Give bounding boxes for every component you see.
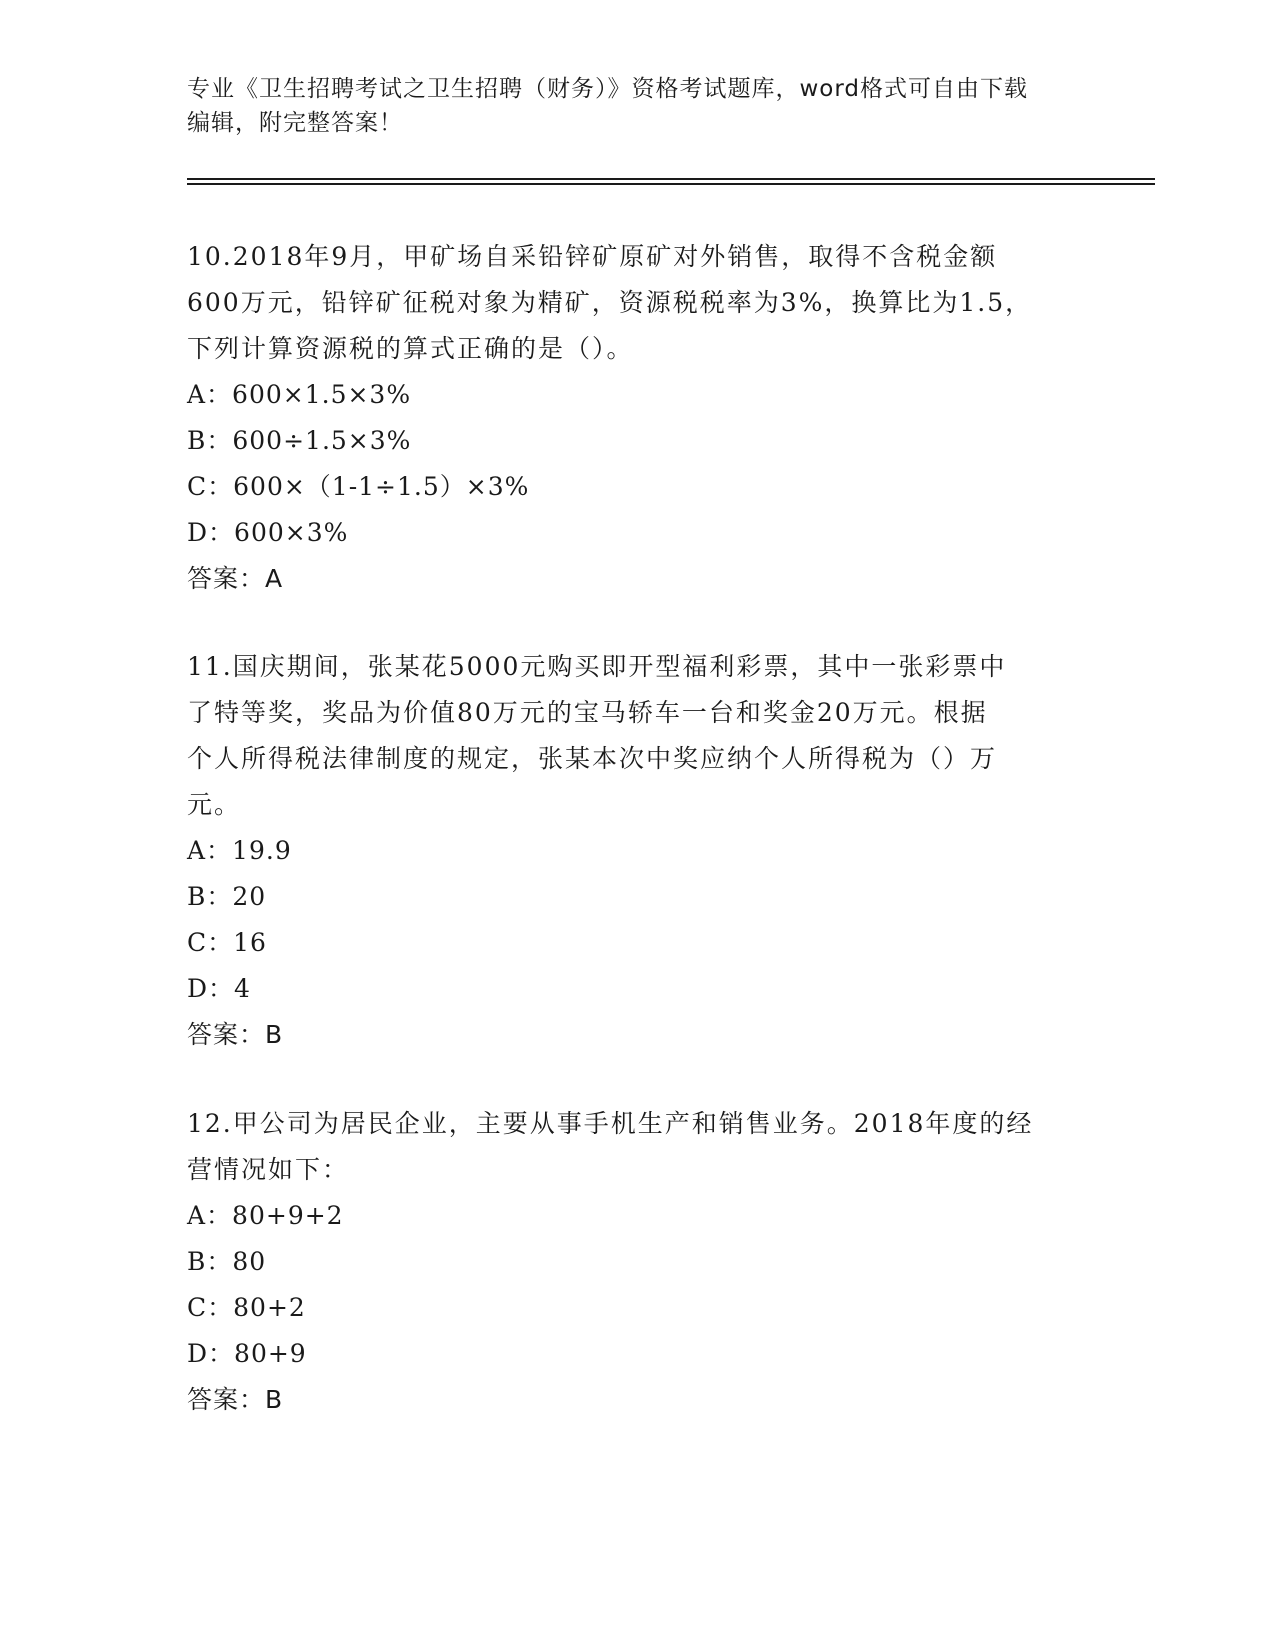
option-a: A：80+9+2 [187, 1201, 344, 1230]
option-a: A：600×1.5×3% [187, 380, 412, 409]
document-header [187, 72, 1067, 140]
header-rule-top [187, 178, 1155, 180]
answer-line: 答案：A [187, 564, 284, 593]
header-line-2: 编辑，附完整答案！ [187, 110, 403, 136]
answer-line: 答案：B [187, 1020, 284, 1049]
question-stem-line: 个人所得税法律制度的规定，张某本次中奖应纳个人所得税为（）万 [187, 744, 998, 773]
option-a: A：19.9 [187, 836, 292, 865]
question-10 [187, 234, 1087, 602]
option-c: C：600×（1-1÷1.5）×3% [187, 472, 530, 501]
question-stem-line: 10.2018年9月，甲矿场自采铅锌矿原矿对外销售，取得不含税金额 [187, 242, 998, 271]
question-stem-line: 11.国庆期间，张某花5000元购买即开型福利彩票，其中一张彩票中 [187, 652, 1007, 681]
option-b: B：600÷1.5×3% [187, 426, 412, 455]
option-d: D：4 [187, 974, 251, 1003]
question-12 [187, 1101, 1087, 1423]
option-b: B：20 [187, 882, 267, 911]
answer-line: 答案：B [187, 1385, 284, 1414]
question-stem-line: 下列计算资源税的算式正确的是（）。 [187, 334, 634, 363]
question-11 [187, 644, 1087, 1058]
header-rule-bottom [187, 183, 1155, 185]
question-stem-line: 元。 [187, 790, 242, 819]
option-b: B：80 [187, 1247, 267, 1276]
question-stem-line: 12.甲公司为居民企业，主要从事手机生产和销售业务。2018年度的经 [187, 1109, 1034, 1138]
question-stem-line: 了特等奖，奖品为价值80万元的宝马轿车一台和奖金20万元。根据 [187, 698, 988, 727]
option-c: C：80+2 [187, 1293, 306, 1322]
option-c: C：16 [187, 928, 267, 957]
header-line-1: 专业《卫生招聘考试之卫生招聘（财务）》资格考试题库，word格式可自由下载 [187, 76, 1029, 102]
question-stem-line: 营情况如下： [187, 1155, 350, 1184]
option-d: D：80+9 [187, 1339, 307, 1368]
option-d: D：600×3% [187, 518, 349, 547]
question-stem-line: 600万元，铅锌矿征税对象为精矿，资源税税率为3%，换算比为1.5， [187, 288, 1033, 317]
